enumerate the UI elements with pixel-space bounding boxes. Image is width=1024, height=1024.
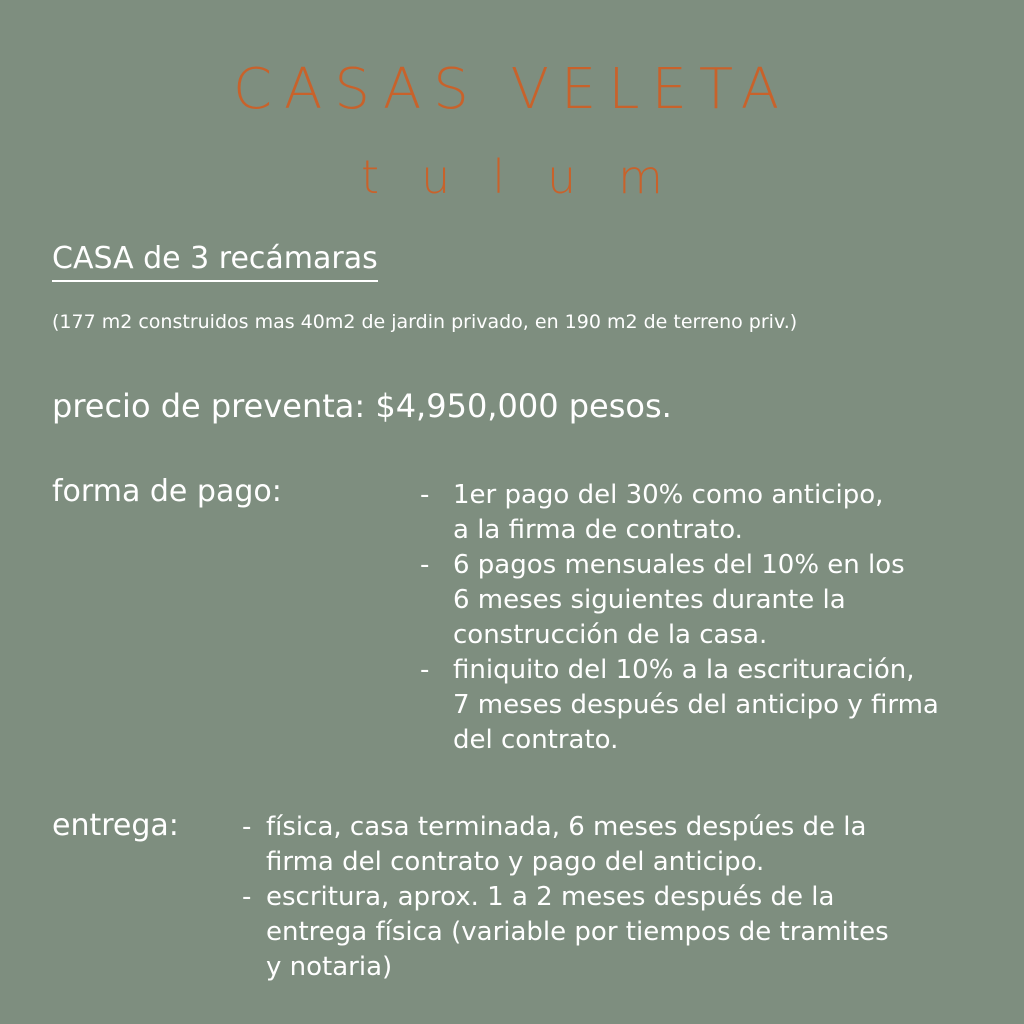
list-bullet: - [420, 550, 430, 580]
list-bullet: - [242, 812, 252, 842]
payment-term-text: 1er pago del 30% como anticipo, a la firma de contrato. [453, 480, 884, 545]
delivery-term-item [242, 880, 1002, 985]
property-details: (177 m2 construidos mas 40m2 de jardin privado, en 190 m2 de terreno priv.) [52, 311, 798, 333]
payment-terms-list [420, 478, 1020, 758]
payment-term-item [420, 478, 1020, 548]
list-bullet: - [420, 655, 430, 685]
delivery-label: entrega: [52, 808, 179, 843]
payment-term-item [420, 653, 1020, 758]
list-bullet: - [242, 882, 252, 912]
list-bullet: - [420, 480, 430, 510]
payment-label: forma de pago: [52, 474, 282, 509]
delivery-term-text: escritura, aprox. 1 a 2 meses después de la entrega física (variable por tiempos de tramites y notaria) [266, 882, 889, 982]
delivery-terms-list [242, 810, 1002, 985]
page-title: CASA de 3 recámaras [52, 240, 378, 282]
payment-term-text: finiquito del 10% a la escrituración, 7 meses después del anticipo y firma del contrato. [453, 655, 939, 755]
delivery-term-text: física, casa terminada, 6 meses despúes de la firma del contrato y pago del anticipo. [266, 812, 867, 877]
delivery-term-item [242, 810, 1002, 880]
presale-price: precio de preventa: $4,950,000 pesos. [52, 387, 672, 425]
payment-term-text: 6 pagos mensuales del 10% en los 6 meses siguientes durante la construcción de la casa. [453, 550, 905, 650]
brand-logo-location: tulum [361, 150, 705, 204]
brand-logo-title: CASAS VELETA [232, 57, 792, 122]
payment-term-item [420, 548, 1020, 653]
